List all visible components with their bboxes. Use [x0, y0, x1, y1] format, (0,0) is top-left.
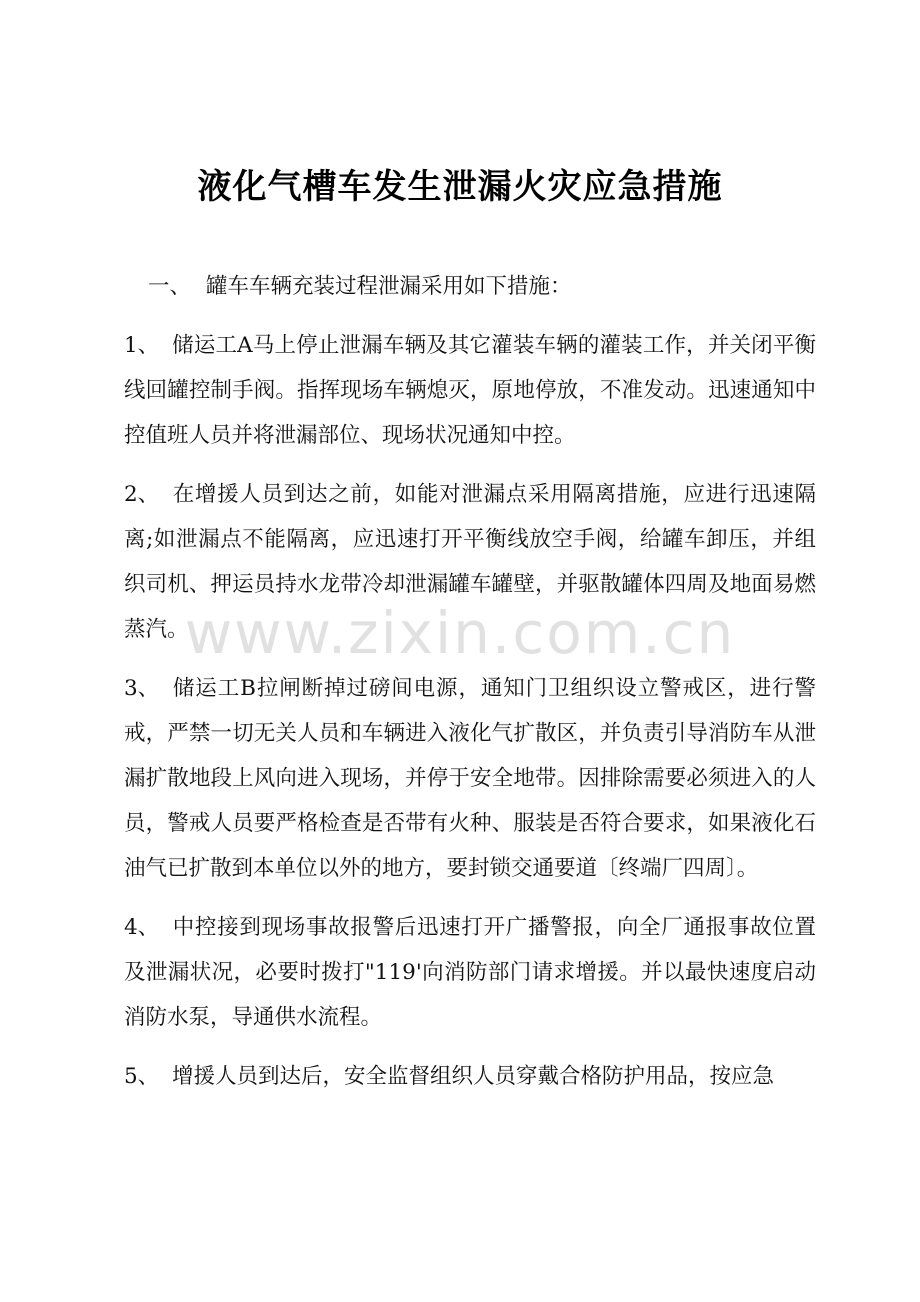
item-number: 1、	[124, 333, 160, 358]
item-text: 储运工A马上停止泄漏车辆及其它灌装车辆的灌装工作，并关闭平衡线回罐控制手阀。指挥现场车辆熄灭，原地停放，不准发动。迅速通知中控值班人员并将泄漏部位、现场状况通知中控。	[124, 333, 816, 448]
list-item-1	[124, 323, 816, 458]
section-heading	[148, 264, 816, 309]
item-number: 3、	[124, 676, 160, 701]
item-text: 增援人员到达后，安全监督组织人员穿戴合格防护用品，按应急	[172, 1064, 775, 1089]
item-number: 5、	[124, 1064, 160, 1089]
item-number: 4、	[124, 915, 160, 940]
section-text: 罐车车辆充装过程泄漏采用如下措施：	[206, 274, 572, 299]
section-number: 一、	[148, 274, 192, 299]
list-item-2	[124, 472, 816, 652]
page-title: 液化气槽车发生泄漏火灾应急措施	[197, 167, 723, 207]
list-item-3	[124, 666, 816, 891]
list-item-5	[124, 1054, 816, 1099]
item-text: 在增援人员到达之前，如能对泄漏点采用隔离措施，应进行迅速隔离;如泄漏点不能隔离，应迅速打开平衡线放空手阀，给罐车卸压，并组织司机、押运员持水龙带冷却泄漏罐车罐壁，并驱散罐体四周及地面易燃蒸汽。	[124, 482, 816, 642]
list-item-4	[124, 905, 816, 1040]
item-text: 中控接到现场事故报警后迅速打开广播警报，向全厂通报事故位置及泄漏状况，必要时拨打"119'向消防部门请求增援。并以最快速度启动消防水泵，导通供水流程。	[124, 915, 816, 1030]
item-number: 2、	[124, 482, 160, 507]
document-body	[124, 264, 816, 1113]
watermark: www.zixin.com.cn	[184, 599, 736, 667]
item-text: 储运工B拉闸断掉过磅间电源，通知门卫组织设立警戒区，进行警戒，严禁一切无关人员和车辆进入液化气扩散区，并负责引导消防车从泄漏扩散地段上风向进入现场，并停于安全地带。因排除需要必须进入的人员，警戒人员要严格检查是否带有火种、服装是否符合要求，如果液化石油气已扩散到本单位以外的地方，要封锁交通要道〔终端厂四周〕。	[124, 676, 816, 881]
